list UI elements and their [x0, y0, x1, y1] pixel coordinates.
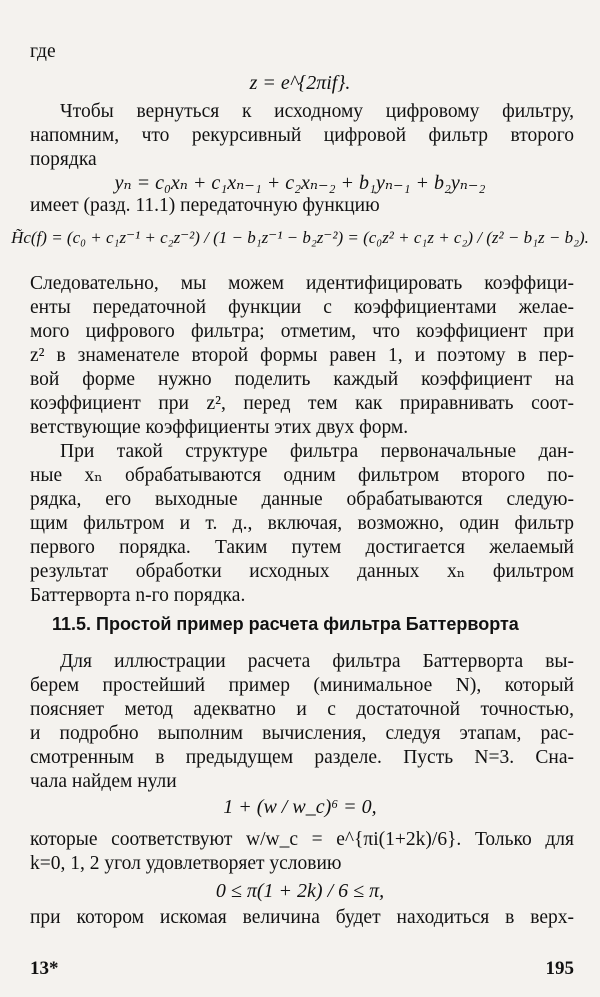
p1-line-1: Чтобы вернуться к исходному цифровому фильтру, — [60, 101, 574, 122]
equation-z: z = e^{2πif}. — [249, 72, 351, 94]
page-number: 195 — [545, 958, 574, 979]
equation-recursive-filter: yₙ = c₀xₙ + c₁xₙ₋₁ + c₂xₙ₋₂ + b₁yₙ₋₁ + b₂yₙ₋₂ — [114, 172, 486, 194]
equation-transfer-function: H̃c(f) = (c₀ + c₁z⁻¹ + c₂z⁻²) / (1 − b₁z⁻¹ − b₂z⁻²) = (c₀z² + c₁z + c₂) / (z² − b₁z − b₂). — [11, 228, 589, 247]
p2-text: имеет (разд. 11.1) передаточную функцию — [30, 195, 380, 216]
intro-word: где — [30, 41, 56, 62]
equation-angle-condition: 0 ≤ π(1 + 2k) / 6 ≤ π, — [215, 880, 385, 902]
p5-line-1: Для иллюстрации расчета фильтра Баттерворта вы- — [60, 651, 574, 672]
p1-line-3: порядка — [30, 149, 97, 170]
p3-line-4: z² в знаменателе второй формы равен 1, и поэтому в пер- — [30, 345, 574, 366]
p5-line-6: чала найдем нули — [30, 771, 177, 792]
p3-line-5: вой форме нужно поделить каждый коэффициент на — [30, 369, 574, 390]
p3-line-7: ветствующие коэффициенты этих двух форм. — [30, 417, 409, 438]
p5-line-5: смотренным в предыдущем разделе. Пусть N=3. Сна- — [30, 747, 574, 768]
p4-line-3: рядка, его выходные данные обрабатываются следую- — [30, 489, 574, 510]
section-heading: 11.5. Простой пример расчета фильтра Баттерворта — [52, 614, 519, 634]
p5-line-3: поясняет метод адекватно и с достаточной точностью, — [30, 699, 574, 720]
p3-line-2: енты передаточной функции с коэффициентами желае- — [30, 297, 574, 318]
p6-line-2: k=0, 1, 2 угол удовлетворяет условию — [30, 853, 342, 874]
equation-zeros: 1 + (w / w_c)⁶ = 0, — [223, 796, 377, 818]
p3-line-3: мого цифрового фильтра; отметим, что коэффициент при — [30, 321, 574, 342]
p5-line-2: берем простейший пример (минимальное N), который — [30, 675, 574, 696]
p4-line-2: ные xₙ обрабатываются одним фильтром второго по- — [30, 465, 574, 486]
p6-line-1: которые соответствуют w/w_c = e^{πi(1+2k)/6}. Только для — [30, 829, 574, 850]
p4-line-1: При такой структуре фильтра первоначальные дан- — [60, 441, 574, 462]
p4-line-7: Баттерворта n-го порядка. — [30, 585, 246, 606]
p5-line-4: и подробно выполним вычисления, следуя этапам, рас- — [30, 723, 574, 744]
p4-line-4: щим фильтром и т. д., включая, возможно, один фильтр — [30, 513, 574, 534]
p3-line-1: Следовательно, мы можем идентифицировать коэффици- — [30, 273, 574, 294]
p4-line-6: результат обработки исходных данных xₙ фильтром — [30, 561, 574, 582]
signature-mark: 13* — [30, 958, 59, 979]
p3-line-6: коэффициент при z², перед тем как приравнивать соот- — [30, 393, 574, 414]
p1-line-2: напомним, что рекурсивный цифровой фильтр второго — [30, 125, 574, 146]
p4-line-5: первого порядка. Таким путем достигается желаемый — [30, 537, 574, 558]
p7-line-1: при котором искомая величина будет находиться в верх- — [30, 907, 574, 928]
